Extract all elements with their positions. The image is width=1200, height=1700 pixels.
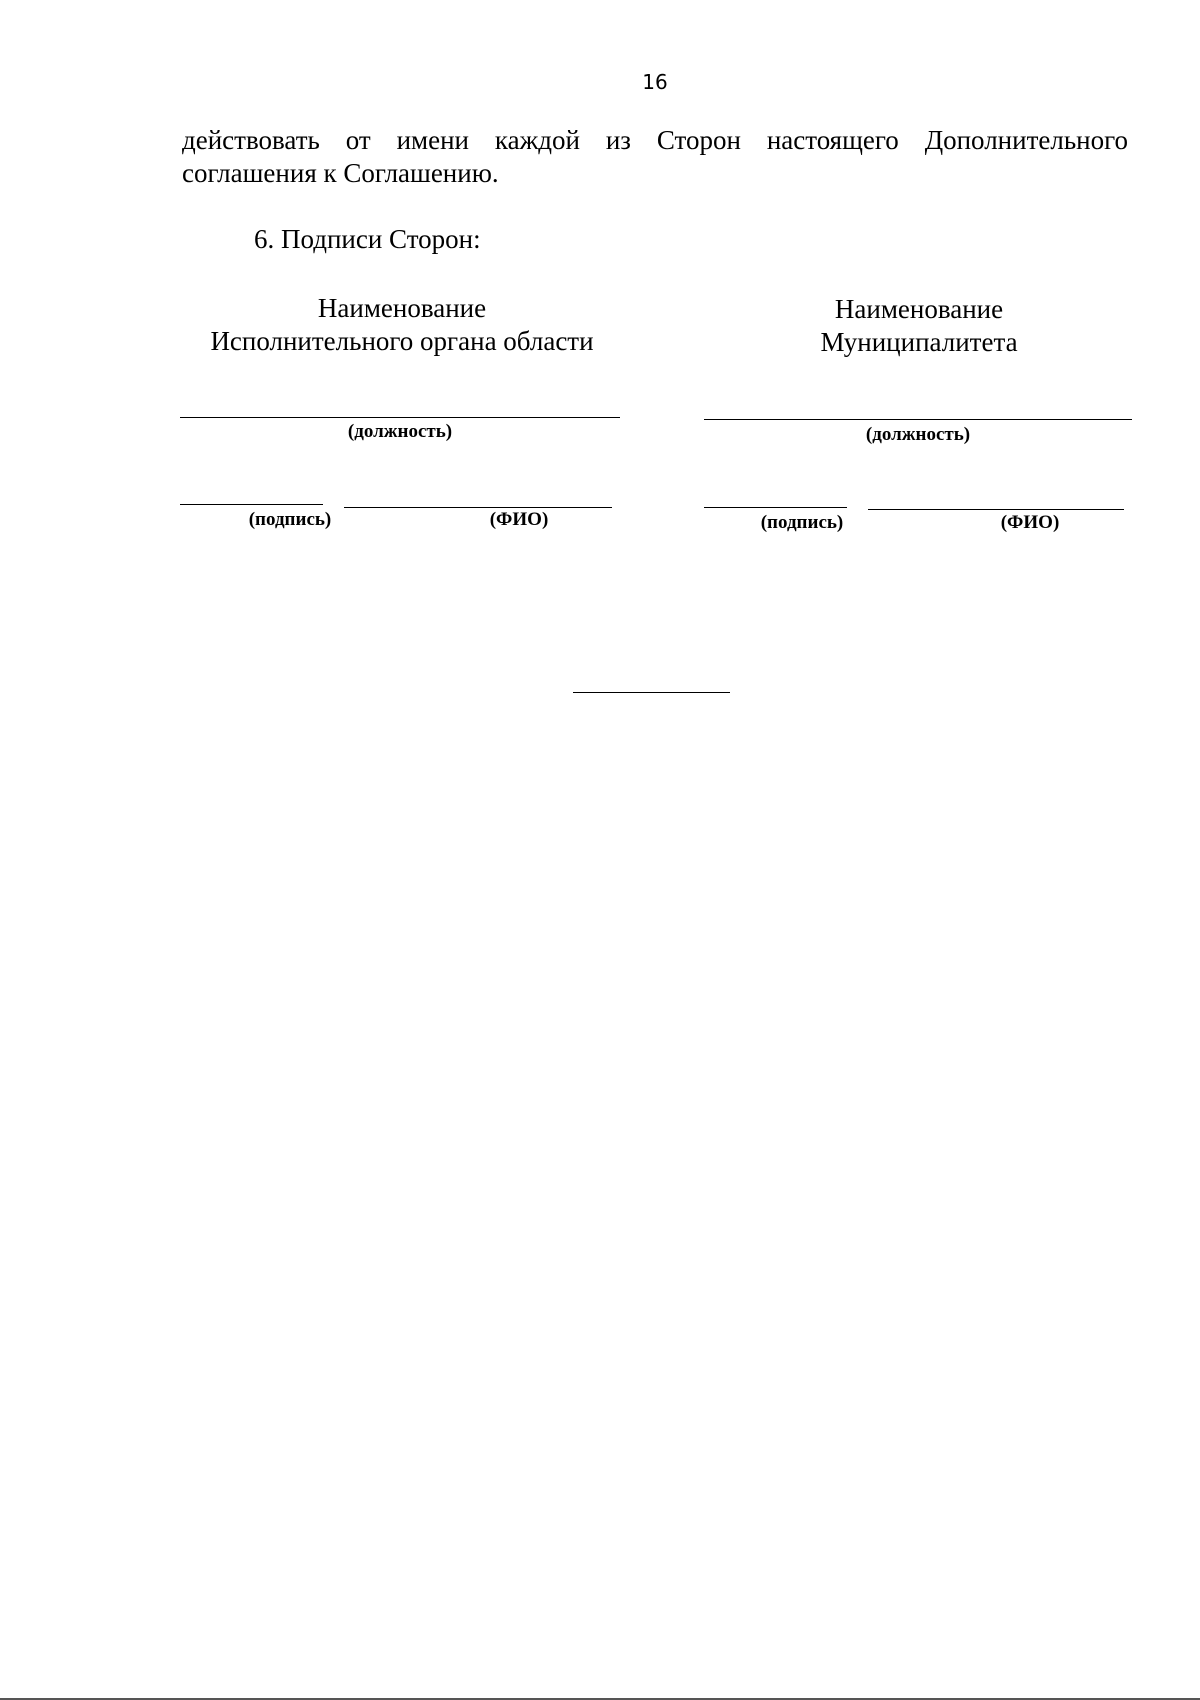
party-right-name bbox=[704, 293, 1134, 359]
party-right-signature-caption: (подпись) bbox=[760, 512, 844, 533]
body-paragraph bbox=[182, 124, 1128, 190]
end-of-document-rule bbox=[573, 692, 730, 693]
party-right-position-line bbox=[704, 419, 1132, 420]
party-left-name-line-1: Наименование bbox=[317, 293, 487, 323]
party-left-signature-caption: (подпись) bbox=[248, 509, 332, 530]
party-right-position-caption: (должность) bbox=[865, 424, 971, 445]
paragraph-line-2: соглашения к Соглашению. bbox=[182, 158, 499, 188]
paragraph-line-1: действовать от имени каждой из Сторон настоящего Дополнительного bbox=[182, 125, 1128, 155]
party-right-name-line-1: Наименование bbox=[834, 294, 1004, 324]
party-left-fio-caption: (ФИО) bbox=[489, 509, 549, 530]
party-right-name-line-2: Муниципалитета bbox=[820, 327, 1018, 357]
party-left-fio-line bbox=[344, 507, 612, 508]
party-right-signature-line bbox=[704, 507, 847, 508]
party-right-fio-line bbox=[868, 509, 1124, 510]
party-right-fio-caption: (ФИО) bbox=[1000, 512, 1060, 533]
party-left-position-line bbox=[180, 417, 620, 418]
party-left-name-line-2: Исполнительного органа области bbox=[210, 326, 594, 356]
section-heading: 6. Подписи Сторон: bbox=[254, 224, 481, 254]
page-number: 16 bbox=[642, 70, 668, 94]
party-left-signature-line bbox=[180, 504, 323, 505]
party-left-name bbox=[182, 292, 622, 358]
party-left-position-caption: (должность) bbox=[347, 421, 453, 442]
